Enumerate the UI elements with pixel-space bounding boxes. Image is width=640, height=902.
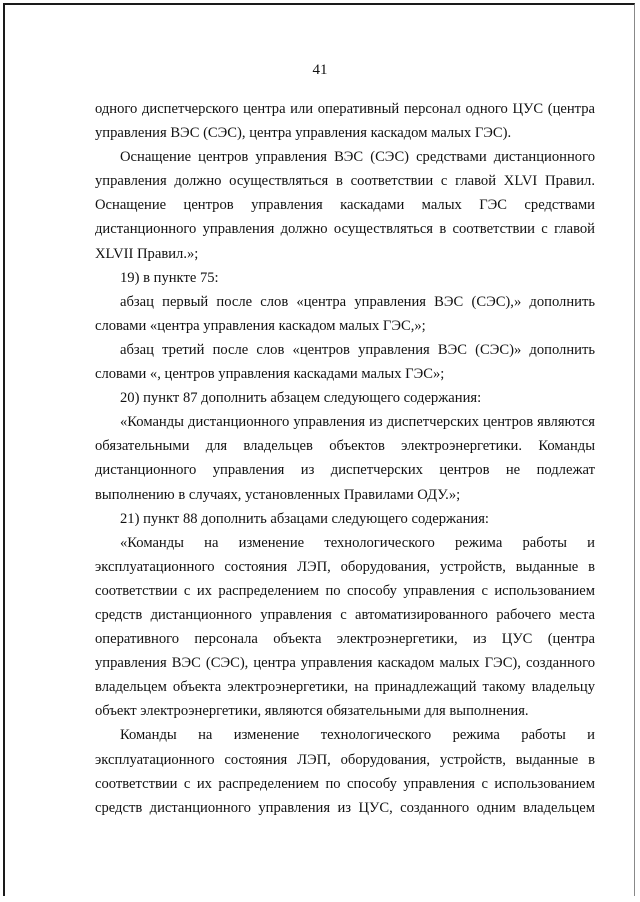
paragraph-10: Команды на изменение технологического режима работы и эксплуатационного состояния ЛЭП, оборудования, устройств, выданные в соответствии с их распределением по способу управления с использованием средств дистанционного управления из ЦУС, созданного одним владельцем (95, 727, 595, 816)
paragraph-4: абзац первый после слов «центра управления ВЭС (СЭС),» дополнить словами «центра управления каскадом малых ГЭС,»; (95, 293, 595, 334)
paragraph-8: 21) пункт 88 дополнить абзацами следующего содержания: (120, 510, 489, 527)
paragraph-2: Оснащение центров управления ВЭС (СЭС) средствами дистанционного управления должно осуществляться в соответствии с главой XLVI Правил. Оснащение центров управления каскадами малых ГЭС средствами дистанционного управления должно осуществляться в соответствии с главой XLVII Правил.»; (95, 149, 595, 262)
document-body (95, 97, 595, 820)
paragraph-9: «Команды на изменение технологического режима работы и эксплуатационного состояния ЛЭП, оборудования, устройств, выданные в соответствии с их распределением по способу управления с использованием средств дистанционного управления с автоматизированного рабочего места оперативного персонала объекта электроэнергетики, из ЦУС (центра управления ВЭС (СЭС), центра управления каскадом малых ГЭС), созданного владельцем объекта электроэнергетики, на принадлежащий такому владельцу объект электроэнергетики, являются обязательными для выполнения. (95, 534, 595, 720)
paragraph-1: одного диспетчерского центра или оперативный персонал одного ЦУС (центра управления ВЭС (СЭС), центра управления каскадом малых ГЭС). (95, 101, 595, 142)
paragraph-6: 20) пункт 87 дополнить абзацем следующего содержания: (120, 390, 482, 407)
paragraph-5: абзац третий после слов «центров управления ВЭС (СЭС)» дополнить словами «, центров управления каскадами малых ГЭС»; (95, 341, 595, 383)
page-number: 41 (312, 62, 328, 78)
paragraph-7: «Команды дистанционного управления из диспетчерских центров являются обязательными для владельцев объектов электроэнергетики. Команды дистанционного управления из диспетчерских центров не подлежат выполнению в случаях, установленных Правилами ОДУ.»; (95, 414, 595, 503)
paragraph-3: 19) в пункте 75: (120, 269, 219, 286)
